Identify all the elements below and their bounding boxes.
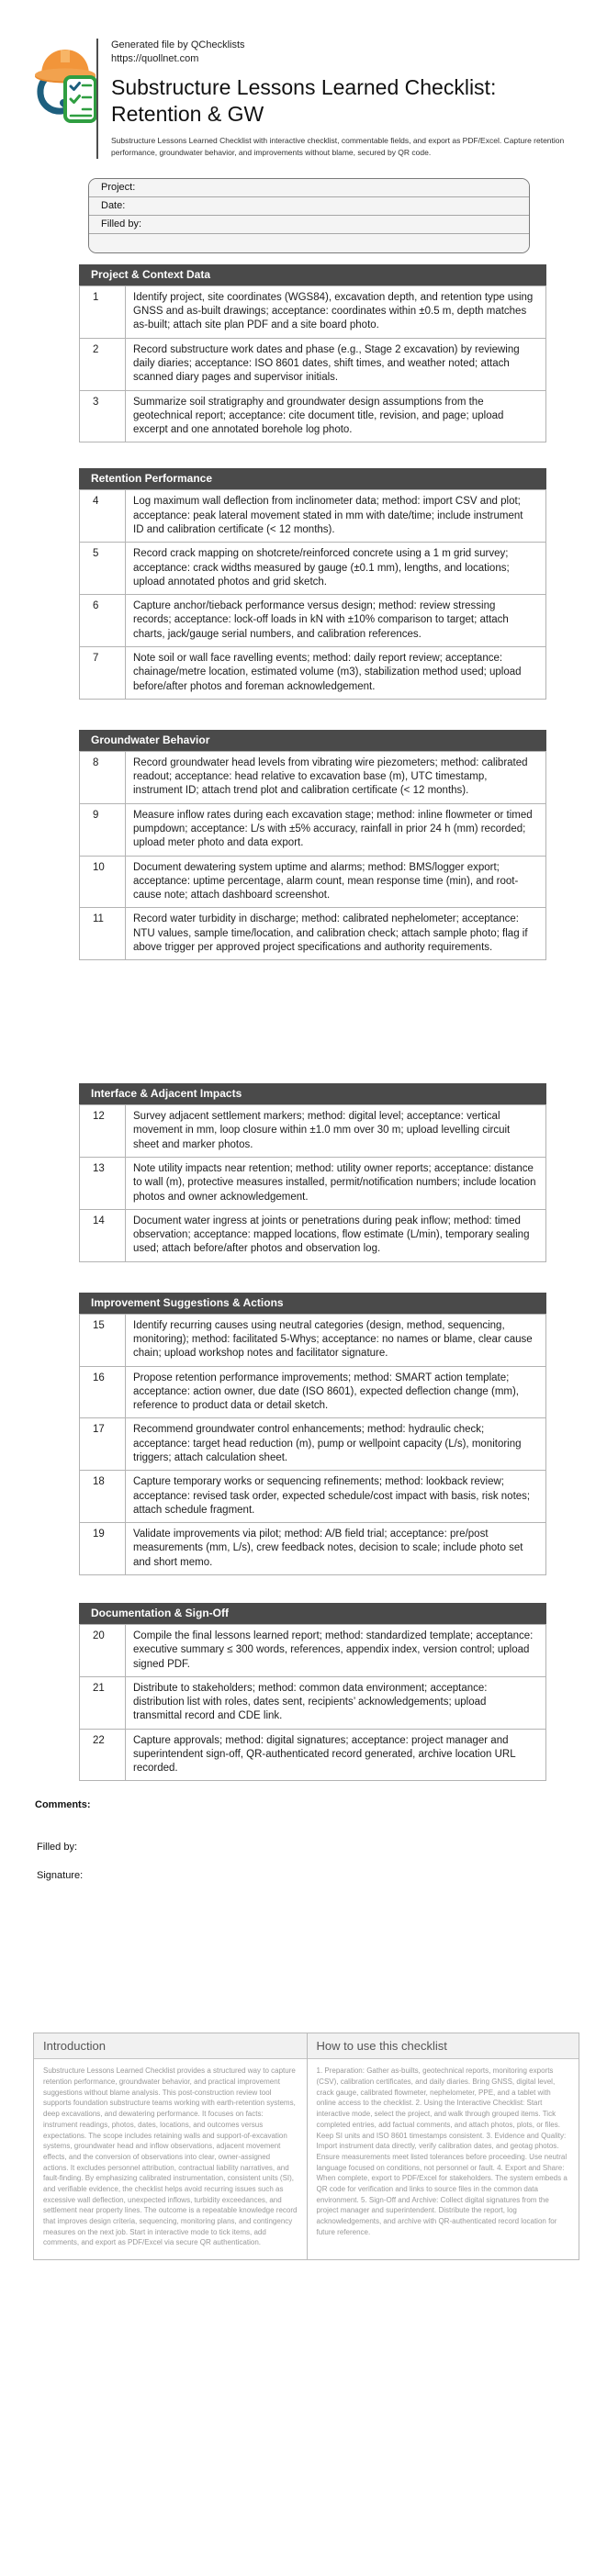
section-header: Groundwater Behavior	[79, 730, 546, 751]
table-row	[80, 908, 546, 960]
table-row	[80, 751, 546, 803]
table-row	[80, 543, 546, 595]
section-header: Documentation & Sign-Off	[79, 1603, 546, 1624]
table-row	[80, 286, 546, 338]
table-row	[80, 803, 546, 856]
introduction-body: Substructure Lessons Learned Checklist provides a structured way to capture retention performance, groundwater behavior, and practical improvement suggestions without blame analysis. This post-construction review tool supports foundation substructure teams working with earth-retention systems, deep excavations, and dewatering performance. It focuses on facts: instrument readings, photos, dates, locations, and outcomes versus expectations. The scope includes retaining walls and support-of-excavation systems, groundwater head and inflow observations, adjacent movement effects, and the conversion of observations into clear, owner-assigned actions. It excludes personnel attribution, contractual liability narratives, and fault-finding. By emphasizing calibrated instrumentation, consistent units (SI), and verifiable evidence, the checklist helps avoid recurring issues such as excessive wall deflection, unexpected inflows, turbidity exceedances, and settlement near property lines. The outcome is a repeatable knowledge record that improves design criteria, sequencing, monitoring plans, and contingency measures on the next job. Start in interactive mode to tick items, add comments, and export as PDF/Excel via secure QR authentication.	[43, 2066, 298, 2247]
row-number: 9	[80, 803, 126, 856]
table-row	[80, 1314, 546, 1366]
logo-graphic	[32, 39, 100, 127]
table-row	[80, 338, 546, 390]
row-number: 11	[80, 908, 126, 960]
row-number: 4	[80, 490, 126, 543]
row-text: Capture approvals; method: digital signatures; acceptance: project manager and superintendent sign-off, QR-authenticated record generated, archive location URL recorded.	[126, 1729, 546, 1781]
table-row	[80, 390, 546, 442]
meta-fields-box	[88, 178, 530, 253]
checklist-table	[79, 286, 546, 443]
section-improvement-suggestions	[79, 1293, 546, 1575]
row-text: Survey adjacent settlement markers; method: digital level; acceptance: vertical movement in mm, loop closure within ±1.0 mm over 30 m; upload levelling circuit sheet and marker photos.	[126, 1105, 546, 1158]
row-number: 7	[80, 646, 126, 699]
row-text: Document water ingress at joints or penetrations during peak inflow; method: timed observation; acceptance: mapped locations, flow estimate (L/min), temporary sealing used; attach before/after photos and observation log.	[126, 1209, 546, 1261]
table-row	[80, 595, 546, 647]
table-row	[80, 856, 546, 908]
checklist-table	[79, 1624, 546, 1782]
how-to-title: How to use this checklist	[308, 2033, 579, 2059]
row-text: Note soil or wall face ravelling events; method: daily report review; acceptance: chainage/metre location, estimated volume (m3), stabilization method used; upload before/after photos and foreman acknowledgement.	[126, 646, 546, 699]
row-text: Record crack mapping on shotcrete/reinforced concrete using a 1 m grid survey; acceptance: crack widths measured by gauge (±0.1 mm), lengths, and locations; upload annotated photos and grid sketch.	[126, 543, 546, 595]
section-project-context-data	[79, 264, 546, 443]
row-number: 6	[80, 595, 126, 647]
row-text: Capture temporary works or sequencing refinements; method: lookback review; acceptance: revised task order, expected schedule/cost impact with basis, risk notes; attach schedule fragment.	[126, 1471, 546, 1523]
site-url-text: https://quollnet.com	[111, 52, 199, 64]
table-row	[80, 1209, 546, 1261]
signature-label: Signature:	[37, 1870, 84, 1882]
checklist-table	[79, 489, 546, 699]
section-header: Improvement Suggestions & Actions	[79, 1293, 546, 1314]
section-groundwater-behavior	[79, 730, 546, 960]
qchecklists-logo	[32, 39, 100, 127]
row-text: Summarize soil stratigraphy and groundwater design assumptions from the geotechnical report; acceptance: cite document title, revision, and page; upload excerpt and one annotated borehole log photo.	[126, 390, 546, 442]
row-number: 10	[80, 856, 126, 908]
row-number: 14	[80, 1209, 126, 1261]
meta-field-empty	[89, 234, 529, 252]
row-text: Document dewatering system uptime and alarms; method: BMS/logger export; acceptance: uptime percentage, alarm count, mean response time (min), and root-cause note; attach dashboard screenshot.	[126, 856, 546, 908]
checklist-table	[79, 1104, 546, 1262]
row-text: Distribute to stakeholders; method: common data environment; acceptance: distribution list with roles, dates sent, recipients’ acknowledgements; upload transmittal record and CDE link.	[126, 1676, 546, 1729]
how-to-box	[307, 2033, 579, 2258]
row-number: 15	[80, 1314, 126, 1366]
table-row	[80, 1624, 546, 1676]
row-number: 13	[80, 1158, 126, 1210]
section-header: Project & Context Data	[79, 264, 546, 286]
row-number: 16	[80, 1366, 126, 1418]
row-number: 8	[80, 751, 126, 803]
row-number: 1	[80, 286, 126, 338]
table-row	[80, 490, 546, 543]
meta-field-date[interactable]: Date:	[89, 197, 529, 216]
row-text: Propose retention performance improvements; method: SMART action template; acceptance: action owner, due date (ISO 8601), expected deflection change (mm), reference to product data or detail sketch.	[126, 1366, 546, 1418]
row-text: Measure inflow rates during each excavation stage; method: inline flowmeter or timed pumpdown; acceptance: L/s with ±5% accuracy, rainfall in prior 24 h (mm) recorded; upload meter photo and data export.	[126, 803, 546, 856]
row-text: Capture anchor/tieback performance versus design; method: review stressing records; acceptance: lock-off loads in kN with ±10% comparison to target; attach charts, jack/gauge serial numbers, and calibration references.	[126, 595, 546, 647]
row-text: Compile the final lessons learned report; method: standardized template; acceptance: executive summary ≤ 300 words, references, appendix index, version control; upload signed PDF.	[126, 1624, 546, 1676]
comments-label: Comments:	[35, 1799, 91, 1811]
how-to-body: 1. Preparation: Gather as-builts, geotechnical reports, monitoring exports (CSV), calibration certificates, and daily diaries. Bring GNSS, digital level, crack gauge, calibrated flowmeter, nephelometer, PPE, and a tablet with online access to the checklist. 2. Using the Interactive Checklist: Start interactive mode, select the project, and walk through grouped items. Tick completed entries, add factual comments, and attach photos, plots, or files. Keep SI units and ISO 8601 timestamps consistent. 3. Evidence and Quality: Import instrument data directly, verify calibration dates, and geotag photos. Ensure measurements meet listed tolerances before proceeding. Use neutral language focused on conditions, not personnel or fault. 4. Export and Share: When complete, export to PDF/Excel for stakeholders. The system embeds a QR code for verification and links to source files in the common data environment. 5. Sign-Off and Archive: Collect digital signatures from the project manager and superintendent. Distribute the report, log acknowledgements, and archive with QR-authenticated record location for future reference.	[316, 2066, 568, 2236]
document-header	[0, 0, 607, 159]
table-row	[80, 646, 546, 699]
row-number: 12	[80, 1105, 126, 1158]
row-text: Recommend groundwater control enhancements; method: hydraulic check; acceptance: target head reduction (m), pump or wellpoint capacity (L/s), monitoring triggers; attach calculation sheet.	[126, 1418, 546, 1471]
introduction-title: Introduction	[34, 2033, 307, 2059]
row-number: 21	[80, 1676, 126, 1729]
row-text: Record water turbidity in discharge; method: calibrated nephelometer; acceptance: NTU values, sample time/location, and calibration check; attach sample photo; flag if above trigger per approved project specifications and authority requirements.	[126, 908, 546, 960]
checklist-table	[79, 751, 546, 960]
meta-field-project[interactable]: Project:	[89, 179, 529, 197]
section-header: Interface & Adjacent Impacts	[79, 1083, 546, 1104]
info-section	[33, 2033, 579, 2259]
filled-by-label: Filled by:	[37, 1842, 78, 1854]
row-number: 5	[80, 543, 126, 595]
row-number: 20	[80, 1624, 126, 1676]
row-text: Record substructure work dates and phase (e.g., Stage 2 excavation) by reviewing daily diaries; acceptance: ISO 8601 dates, shift times, and weather noted; attach scanned diary pages and supervisor initials.	[126, 338, 546, 390]
table-row	[80, 1105, 546, 1158]
table-row	[80, 1471, 546, 1523]
checklist-table	[79, 1314, 546, 1575]
row-text: Identify project, site coordinates (WGS84), excavation depth, and retention type using GNSS and as-built drawings; acceptance: coordinates within ±0.5 m, depth matches as-built; attach site plan PDF and a site board photo.	[126, 286, 546, 338]
row-number: 18	[80, 1471, 126, 1523]
table-row	[80, 1158, 546, 1210]
section-header: Retention Performance	[79, 468, 546, 489]
table-row	[80, 1418, 546, 1471]
header-divider	[96, 39, 98, 159]
table-row	[80, 1729, 546, 1781]
row-text: Record groundwater head levels from vibrating wire piezometers; method: calibrated readout; acceptance: head relative to excavation base (m), UTC timestamp, instrument ID; attach trend plot and calibration certificate (< 12 months).	[126, 751, 546, 803]
section-retention-performance	[79, 468, 546, 699]
row-number: 17	[80, 1418, 126, 1471]
row-number: 22	[80, 1729, 126, 1781]
table-row	[80, 1366, 546, 1418]
section-documentation-signoff	[79, 1603, 546, 1782]
row-number: 2	[80, 338, 126, 390]
introduction-box	[34, 2033, 307, 2258]
table-row	[80, 1523, 546, 1575]
generated-by-text: Generated file by QChecklists	[111, 39, 245, 50]
clipboard-icon	[65, 77, 96, 121]
row-number: 3	[80, 390, 126, 442]
row-text: Note utility impacts near retention; method: utility owner reports; acceptance: distance to wall (m), protective measures installed, permit/notification numbers; include location photos and owner acknowledgement.	[126, 1158, 546, 1210]
page-subtitle: Substructure Lessons Learned Checklist with interactive checklist, commentable fields, and export as PDF/Excel. Capture retention performance, groundwater behavior, and improvements without blame, secured by QR code.	[111, 135, 565, 157]
section-interface-adjacent-impacts	[79, 1083, 546, 1262]
row-text: Validate improvements via pilot; method: A/B field trial; acceptance: pre/post measurements (mm, L/s), crew feedback notes, decision to scale; include photo set and short memo.	[126, 1523, 546, 1575]
meta-field-filled-by[interactable]: Filled by:	[89, 216, 529, 234]
page-title: Substructure Lessons Learned Checklist: Retention & GW	[111, 74, 497, 127]
row-text: Identify recurring causes using neutral categories (design, method, sequencing, monitoring); method: facilitated 5-Whys; acceptance: no names or blame, clear cause chain; upload workshop notes and facilitator signature.	[126, 1314, 546, 1366]
table-row	[80, 1676, 546, 1729]
row-number: 19	[80, 1523, 126, 1575]
row-text: Log maximum wall deflection from inclinometer data; method: import CSV and plot; acceptance: peak lateral movement stated in mm with date/time; include instrument ID and calibration certificate (< 12 months).	[126, 490, 546, 543]
